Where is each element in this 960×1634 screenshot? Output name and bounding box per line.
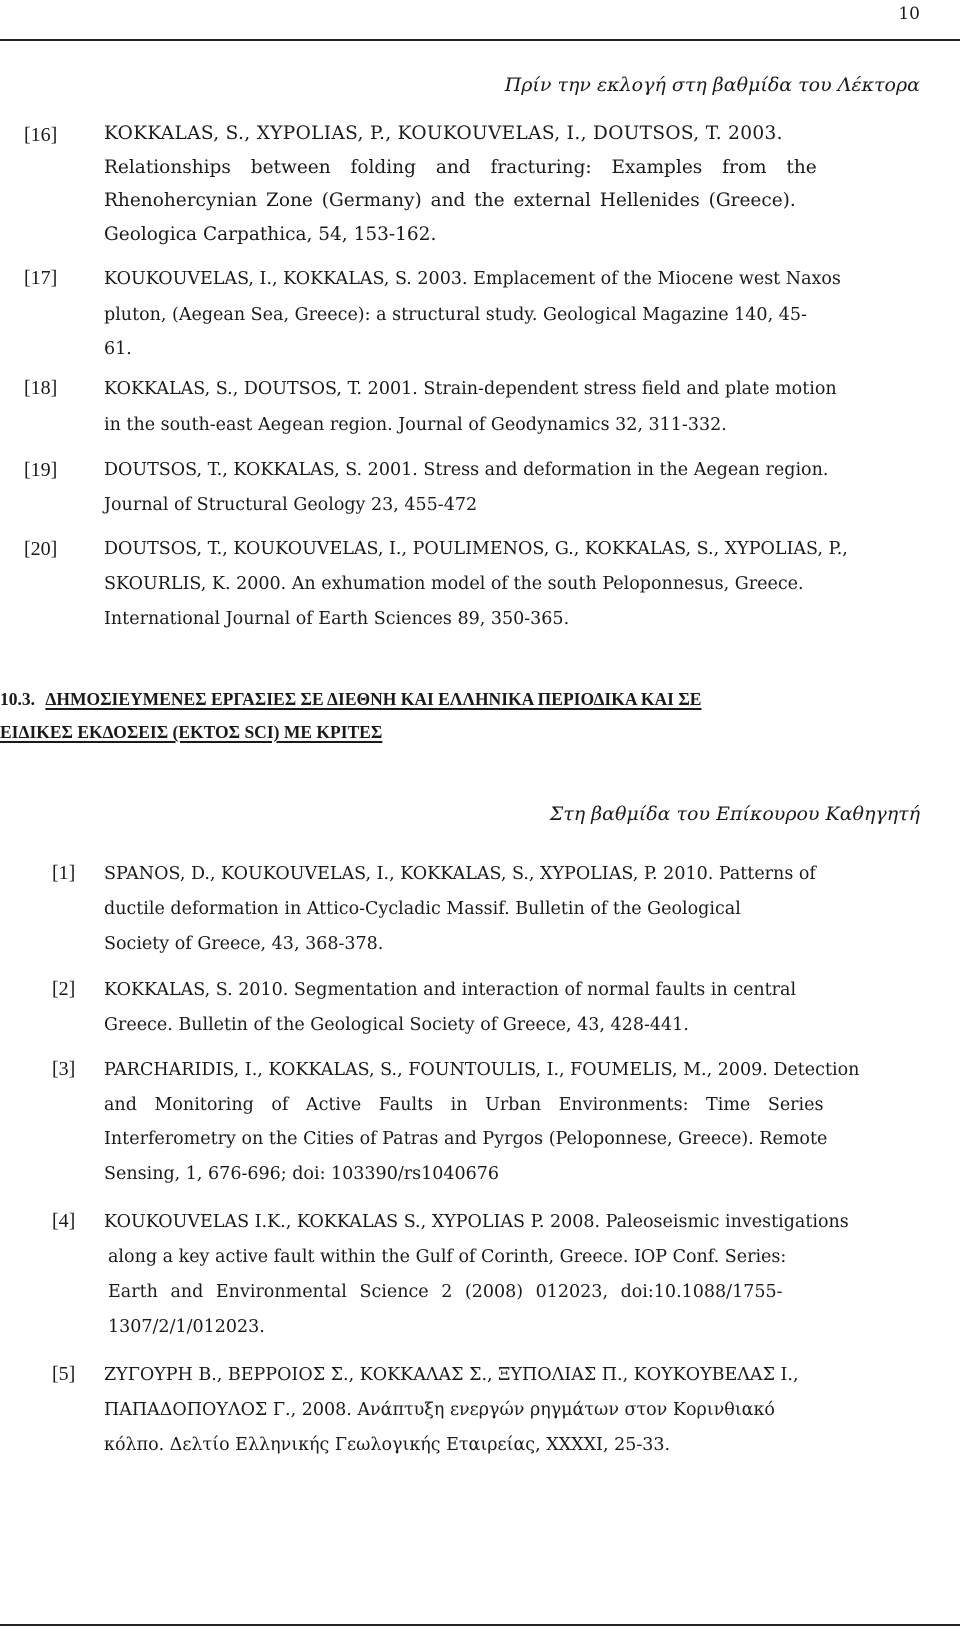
reference-number: [17] — [24, 267, 58, 289]
reference-line: ductile deformation in Attico-Cycladic Massif. Bulletin of the Geological — [104, 899, 741, 919]
reference-line: SPANOS, D., KOUKOUVELAS, I., KOKKALAS, S., XYPOLIAS, P. 2010. Patterns of — [104, 864, 816, 884]
reference-line: KOUKOUVELAS, I., KOKKALAS, S. 2003. Emplacement of the Miocene west Naxos — [104, 269, 841, 289]
reference-line: Relationships between folding and fracturing: Examples from the — [104, 157, 817, 178]
reference-number: [5] — [52, 1363, 76, 1385]
reference-line: κόλπο. Δελτίο Ελληνικής Γεωλογικής Εταιρείας, ΧΧΧΧΙ, 25-33. — [104, 1435, 671, 1455]
reference-line: Journal of Structural Geology 23, 455-472 — [104, 495, 478, 515]
reference-line: KOKKALAS, S., XYPOLIAS, P., KOUKOUVELAS, I., DOUTSOS, T. 2003. — [104, 123, 783, 144]
reference-line: Greece. Bulletin of the Geological Society of Greece, 43, 428-441. — [104, 1015, 689, 1035]
section-title-part-2: ΕΙΔΙΚΕΣ ΕΚΔΟΣΕΙΣ (ΕΚΤΟΣ SCI) ΜΕ ΚΡΙΤΕΣ — [0, 722, 383, 742]
reference-line: PARCHARIDIS, I., KOKKALAS, S., FOUNTOULIS, I., FOUMELIS, M., 2009. Detection — [104, 1060, 860, 1080]
section-title-part-1: ΔΗΜΟΣΙΕΥΜΕΝΕΣ ΕΡΓΑΣΙΕΣ ΣΕ ΔΙΕΘΝΗ ΚΑΙ ΕΛΛΗΝΙΚΑ ΠΕΡΙΟΔΙΚΑ ΚΑΙ ΣΕ — [45, 689, 702, 709]
reference-line: KOKKALAS, S. 2010. Segmentation and interaction of normal faults in central — [104, 980, 797, 1000]
footer-rule — [0, 1624, 960, 1626]
reference-line: Interferometry on the Cities of Patras and Pyrgos (Peloponnese, Greece). Remote — [104, 1129, 828, 1149]
stage-label-lecturer: Πρίν την εκλογή στη βαθμίδα του Λέκτορα — [504, 74, 920, 96]
reference-number: [19] — [24, 459, 58, 481]
stage-label-assistant-professor: Στη βαθμίδα του Επίκουρου Καθηγητή — [549, 803, 920, 825]
reference-line: ΠΑΠΑΔΟΠΟΥΛΟΣ Γ., 2008. Ανάπτυξη ενεργών ρηγμάτων στον Κορινθιακό — [104, 1400, 775, 1420]
reference-line: DOUTSOS, T., KOKKALAS, S. 2001. Stress and deformation in the Aegean region. — [104, 460, 829, 480]
reference-number: [16] — [24, 124, 58, 146]
reference-number: [3] — [52, 1058, 76, 1080]
reference-line: 1307/2/1/012023. — [108, 1317, 265, 1337]
reference-line: KOUKOUVELAS I.K., KOKKALAS S., XYPOLIAS P. 2008. Paleoseismic investigations — [104, 1212, 849, 1232]
section-heading-line-2 — [0, 722, 382, 743]
reference-number: [20] — [24, 538, 58, 560]
reference-number: [2] — [52, 978, 76, 1000]
reference-line: along a key active fault within the Gulf of Corinth, Greece. IOP Conf. Series: — [108, 1247, 787, 1267]
header-rule — [0, 39, 960, 41]
reference-number: [18] — [24, 377, 58, 399]
reference-line: Society of Greece, 43, 368-378. — [104, 934, 384, 954]
reference-line: pluton, (Aegean Sea, Greece): a structural study. Geological Magazine 140, 45- — [104, 305, 807, 325]
section-heading-line-1 — [0, 689, 701, 710]
reference-line: SKOURLIS, K. 2000. An exhumation model of the south Peloponnesus, Greece. — [104, 574, 804, 594]
reference-line: ΖΥΓΟΥΡΗ Β., ΒΕΡΡΟΙΟΣ Σ., ΚΟΚΚΑΛΑΣ Σ., ΞΥΠΟΛΙΑΣ Π., ΚΟΥΚΟΥΒΕΛΑΣ Ι., — [104, 1365, 799, 1385]
reference-line: Geologica Carpathica, 54, 153-162. — [104, 224, 437, 245]
reference-line: DOUTSOS, T., KOUKOUVELAS, I., POULIMENOS, G., KOKKALAS, S., XYPOLIAS, P., — [104, 539, 848, 559]
section-number: 10.3. — [0, 689, 35, 709]
reference-line: and Monitoring of Active Faults in Urban Environments: Time Series — [104, 1095, 824, 1115]
reference-line: International Journal of Earth Sciences 89, 350-365. — [104, 609, 570, 629]
reference-line: Earth and Environmental Science 2 (2008) 012023, doi:10.1088/1755- — [108, 1282, 783, 1302]
reference-line: Rhenohercynian Zone (Germany) and the external Hellenides (Greece). — [104, 190, 796, 211]
reference-number: [4] — [52, 1210, 76, 1232]
reference-number: [1] — [52, 862, 76, 884]
reference-line: in the south-east Aegean region. Journal of Geodynamics 32, 311-332. — [104, 415, 727, 435]
reference-line: KOKKALAS, S., DOUTSOS, T. 2001. Strain-dependent stress field and plate motion — [104, 379, 837, 399]
page-number: 10 — [898, 4, 920, 24]
reference-line: Sensing, 1, 676-696; doi: 103390/rs1040676 — [104, 1164, 500, 1184]
reference-line: 61. — [104, 339, 132, 359]
